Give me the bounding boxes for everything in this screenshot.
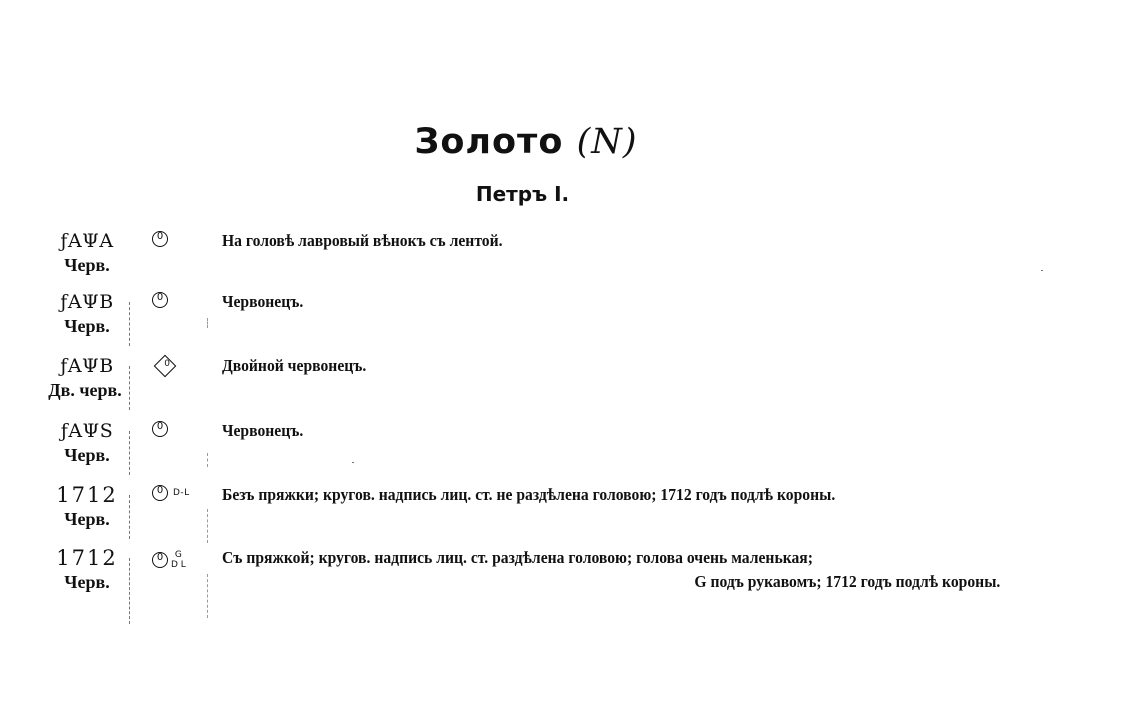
metal-symbol: (N)	[576, 122, 638, 162]
coin-reference	[40, 354, 134, 402]
ring-zero-icon	[152, 552, 168, 568]
coin-entry	[0, 546, 1140, 606]
column-divider	[207, 318, 208, 328]
coin-mark	[152, 292, 168, 308]
coin-mark	[152, 550, 186, 570]
coin-denomination: Черв.	[64, 316, 110, 336]
mint-mark-top: G	[174, 550, 182, 560]
coin-denomination: Черв.	[64, 255, 110, 275]
column-divider	[129, 495, 130, 539]
column-divider	[129, 558, 130, 624]
coin-code: ƒAΨS	[60, 420, 114, 442]
coin-reference	[40, 419, 134, 467]
coin-entry	[0, 354, 1140, 414]
coin-description	[222, 546, 1000, 594]
coin-code: ƒAΨA	[60, 230, 114, 252]
ring-zero-icon	[152, 485, 168, 501]
coin-code: 1712	[56, 483, 118, 507]
coin-denomination: Дв. черв.	[48, 380, 122, 400]
coin-entry	[0, 229, 1140, 289]
column-divider	[207, 509, 208, 543]
coin-reference	[40, 483, 134, 531]
coin-code: ƒAΨB	[60, 355, 114, 377]
coin-denomination: Черв.	[64, 509, 110, 529]
coin-code: 1712	[56, 546, 118, 570]
coin-entry	[0, 483, 1140, 543]
page-title	[0, 122, 1052, 162]
coin-mark	[154, 358, 173, 374]
paper-speck	[1041, 270, 1043, 271]
coin-code: ƒAΨB	[60, 291, 114, 313]
coin-reference	[40, 229, 134, 277]
title-text: Золото	[414, 122, 564, 162]
coin-mark	[152, 421, 168, 437]
coin-mark	[152, 485, 190, 501]
coin-reference	[40, 546, 134, 594]
coin-reference	[40, 290, 134, 338]
mint-mark-note: D-L	[173, 488, 190, 498]
coin-mark	[152, 231, 168, 247]
coin-description: Безъ пряжки; кругов. надпись лиц. ст. не раздѣлена головою; 1712 годъ подлѣ короны.	[222, 485, 836, 504]
ring-zero-icon	[152, 292, 168, 308]
coin-denomination: Черв.	[64, 445, 110, 465]
ring-zero-icon	[152, 231, 168, 247]
description-line-1: Съ пряжкой; кругов. надпись лиц. ст. раздѣлена головою; голова очень маленькая;	[222, 548, 813, 567]
page-subtitle: Петръ I.	[475, 182, 570, 206]
coin-denomination: Черв.	[64, 572, 110, 592]
column-divider	[129, 366, 130, 410]
column-divider	[129, 302, 130, 346]
coin-description: Червонецъ.	[222, 421, 304, 440]
description-line-2: G подъ рукавомъ; 1712 годъ подлѣ короны.	[694, 572, 1001, 591]
column-divider	[129, 431, 130, 475]
diamond-zero-icon	[154, 355, 177, 378]
coin-entry	[0, 290, 1140, 350]
mint-mark-bottom: D L	[171, 560, 186, 570]
mint-mark-note	[171, 550, 186, 570]
column-divider	[207, 574, 208, 618]
coin-entry	[0, 419, 1140, 479]
coin-description: Двойной червонецъ.	[222, 356, 367, 375]
paper-speck	[352, 462, 354, 463]
coin-description: Червонецъ.	[222, 292, 304, 311]
coin-description: На головѣ лавровый вѣнокъ съ лентой.	[222, 231, 503, 250]
ring-zero-icon	[152, 421, 168, 437]
column-divider	[207, 453, 208, 467]
